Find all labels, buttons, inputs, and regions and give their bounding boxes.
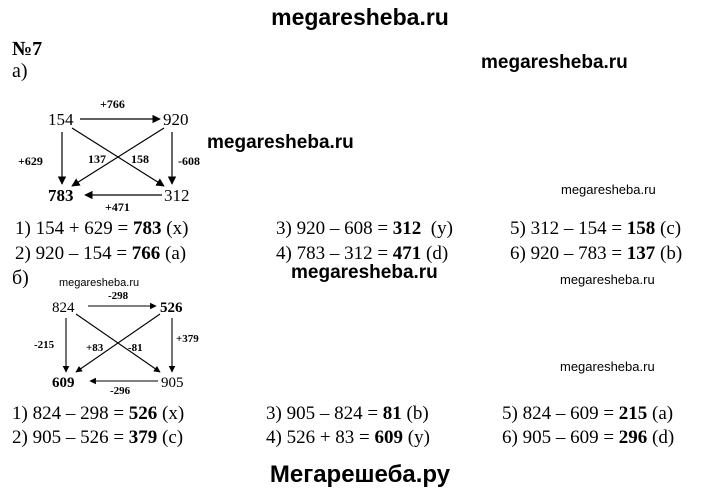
watermark-right-top[interactable]: megaresheba.ru — [481, 52, 628, 73]
watermark-diagram-b[interactable]: megaresheba.ru — [59, 277, 140, 289]
edge-b-diag2: -81 — [128, 342, 143, 354]
node-b-bottom-left: 609 — [52, 375, 75, 391]
watermark-diagram-a[interactable]: megaresheba.ru — [207, 132, 354, 153]
node-b-top-left: 824 — [52, 300, 75, 316]
equation-b-4: 4) 526 + 83 = 609 (y) — [266, 427, 430, 448]
watermark-right-a[interactable]: megaresheba.ru — [561, 182, 656, 197]
edge-a-right: -608 — [178, 154, 200, 168]
edge-a-bottom: +471 — [105, 200, 130, 214]
equation-b-1: 1) 824 – 298 = 526 (x) — [12, 403, 185, 424]
header-watermark[interactable]: megaresheba.ru — [271, 4, 449, 30]
watermark-right-b[interactable]: megaresheba.ru — [560, 272, 655, 287]
node-b-bottom-right: 905 — [161, 375, 184, 391]
equation-a-1: 1) 154 + 629 = 783 (x) — [15, 218, 189, 239]
edge-b-right: +379 — [176, 333, 199, 345]
equation-b-5: 5) 824 – 609 = 215 (a) — [502, 403, 674, 424]
footer-watermark[interactable]: Мегарешеба.ру — [269, 461, 451, 488]
edge-a-diag1: 137 — [88, 152, 106, 166]
edge-a-left: +629 — [18, 154, 43, 168]
equation-a-2: 2) 920 – 154 = 766 (a) — [15, 243, 187, 264]
watermark-right-b2[interactable]: megaresheba.ru — [560, 359, 655, 374]
edge-b-left: -215 — [34, 339, 55, 351]
edge-b-bottom: -296 — [110, 385, 131, 397]
diagram-a-arrows — [62, 119, 172, 195]
equation-a-6: 6) 920 – 783 = 137 (b) — [510, 243, 683, 264]
equation-a-3: 3) 920 – 608 = 312 (y) — [276, 218, 453, 239]
diagram-b-arrows — [66, 306, 172, 381]
equation-b-6: 6) 905 – 609 = 296 (d) — [502, 427, 675, 448]
edge-b-diag1: +83 — [86, 342, 104, 354]
edge-a-top: +766 — [100, 97, 125, 111]
equation-b-3: 3) 905 – 824 = 81 (b) — [266, 403, 429, 424]
node-a-top-right: 920 — [163, 110, 189, 129]
part-a-label: а) — [12, 60, 28, 82]
part-b-label: б) — [12, 267, 29, 289]
node-a-bottom-left: 783 — [48, 186, 74, 205]
task-number: №7 — [12, 38, 43, 60]
edge-a-diag2: 158 — [131, 152, 149, 166]
equation-b-2: 2) 905 – 526 = 379 (c) — [12, 427, 184, 448]
equation-a-4: 4) 783 – 312 = 471 (d) — [276, 243, 449, 264]
equation-a-5: 5) 312 – 154 = 158 (c) — [510, 218, 682, 239]
node-a-top-left: 154 — [48, 110, 74, 129]
edge-b-top: -298 — [108, 290, 129, 302]
node-b-top-right: 526 — [160, 300, 183, 316]
watermark-center-b[interactable]: megaresheba.ru — [291, 262, 438, 283]
node-a-bottom-right: 312 — [164, 186, 190, 205]
